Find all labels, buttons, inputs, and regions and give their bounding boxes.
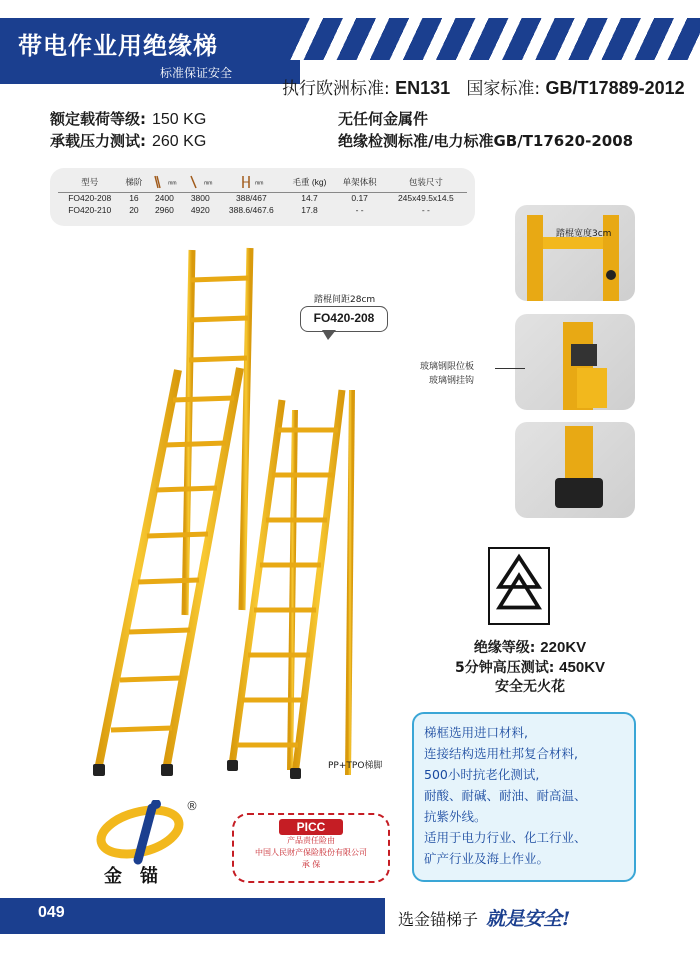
rung-width-photo — [515, 205, 635, 301]
table-cell: FO420-210 — [68, 205, 112, 215]
table-cell: 3800 — [190, 193, 210, 204]
table-cell: 0.17 — [351, 193, 368, 204]
national-standard-label: 国家标准: — [466, 79, 541, 99]
col-package-size: 包装尺寸 — [385, 172, 467, 192]
header-stripes — [290, 18, 700, 60]
side-note-line: 玻璃钢挂钩 — [429, 376, 475, 386]
col-closed-length: mm — [146, 172, 182, 192]
col-extended-length: mm — [182, 172, 218, 192]
table-cell: 20 — [129, 205, 139, 215]
feature-line: 连接结构选用杜邦复合材料, — [424, 746, 578, 761]
feature-line: 500小时抗老化测试, — [424, 767, 540, 782]
table-cell: 245x49.5x14.5 — [397, 193, 454, 204]
table-cell: 2400 — [154, 193, 174, 204]
table-cell: - - — [355, 205, 364, 215]
spec-pressure-test — [50, 130, 206, 151]
spec-value: 260 KG — [152, 133, 207, 150]
leader-line — [495, 368, 525, 369]
rung-spacing-label: 踏棍间距28cm — [314, 295, 376, 305]
certification-mark — [488, 547, 550, 625]
page-title: 带电作业用绝缘梯 — [18, 32, 218, 60]
spec-value: 150 KG — [152, 111, 207, 128]
callout-tail — [322, 330, 336, 340]
ladder-width-icon — [239, 175, 255, 189]
spec-no-metal: 无任何金属件 — [338, 110, 429, 128]
model-callout: FO420-208 — [300, 306, 388, 332]
picc-line: 中国人民财产保险股份有限公司 — [255, 848, 367, 857]
page-subtitle: 标准保证安全 — [160, 66, 233, 80]
table-cell: - - — [421, 205, 430, 215]
foot-photo — [515, 422, 635, 518]
insulation-level: 绝缘等级: 220KV — [473, 639, 587, 656]
col-volume: 单架体积 — [335, 172, 385, 192]
standards-line — [282, 74, 685, 99]
page-header — [0, 0, 700, 100]
foot-material-label: PP+TPO梯脚 — [328, 761, 383, 771]
feature-line: 梯框选用进口材料, — [424, 725, 528, 740]
spec-insulation-standard: 绝缘检测标准/电力标准GB/T17620-2008 — [338, 132, 634, 150]
spec-table — [58, 172, 467, 216]
insulation-block — [430, 638, 630, 697]
table-header-row — [58, 172, 467, 192]
hook-photo — [515, 314, 635, 410]
features-box — [412, 712, 636, 882]
rung-width-caption: 踏棍宽度3cm — [556, 229, 612, 239]
col-weight: 毛重 (kg) — [284, 172, 334, 192]
side-note-line: 玻璃钢限位板 — [420, 362, 475, 372]
feature-line: 抗紫外线。 — [424, 809, 487, 824]
picc-line: 承 保 — [301, 860, 321, 869]
spec-label: 承载压力测试: — [50, 132, 146, 150]
footer-slogan-emphasis: 就是安全! — [486, 908, 571, 930]
spec-label: 额定载荷等级: — [50, 110, 146, 128]
spec-load-rating — [50, 108, 206, 129]
table-cell: 388/467 — [235, 193, 267, 204]
table-cell: 16 — [129, 193, 139, 204]
rung-detail-illustration — [515, 205, 635, 301]
hook-side-note — [420, 360, 474, 388]
picc-title: PICC — [279, 819, 344, 835]
voltage-test: 5分钟高压测试: 450KV — [454, 659, 606, 676]
page-footer — [0, 898, 700, 934]
double-triangle-icon — [490, 549, 548, 623]
col-model: 型号 — [58, 172, 121, 192]
closed-ladder-icon — [152, 175, 168, 189]
footer-slogan — [398, 904, 570, 931]
spec-table-panel — [50, 168, 475, 226]
registered-mark: ® — [186, 800, 198, 813]
table-row — [58, 192, 467, 204]
table-cell: 17.8 — [301, 205, 318, 215]
col-steps: 梯阶 — [121, 172, 146, 192]
table-cell: FO420-208 — [68, 193, 112, 204]
foot-detail-illustration — [515, 422, 635, 518]
table-cell: 4920 — [190, 205, 210, 215]
footer-slogan-text: 选金锚梯子 — [398, 910, 479, 929]
brand-name: 金锚 — [104, 866, 176, 887]
extended-ladder-icon — [188, 175, 204, 189]
national-standard-value: GB/T17889-2012 — [545, 78, 685, 98]
feature-line: 适用于电力行业、化工行业、 — [424, 830, 587, 845]
table-cell: 14.7 — [301, 193, 318, 204]
euro-standard-value: EN131 — [395, 78, 451, 98]
col-width: mm — [218, 172, 284, 192]
no-spark: 安全无火花 — [495, 679, 565, 695]
table-cell: 2960 — [154, 205, 174, 215]
table-row — [58, 204, 467, 216]
euro-standard-label: 执行欧洲标准: — [282, 79, 390, 99]
feature-line: 矿产行业及海上作业。 — [424, 851, 550, 866]
table-cell: 388.6/467.6 — [228, 205, 274, 215]
picc-insurance-badge — [232, 813, 390, 883]
feature-line: 耐酸、耐碱、耐油、耐高温、 — [424, 788, 587, 803]
hook-detail-illustration — [515, 314, 635, 410]
large-ladder — [93, 248, 250, 776]
picc-line: 产品责任险由 — [287, 836, 335, 845]
page-number: 049 — [38, 904, 65, 921]
